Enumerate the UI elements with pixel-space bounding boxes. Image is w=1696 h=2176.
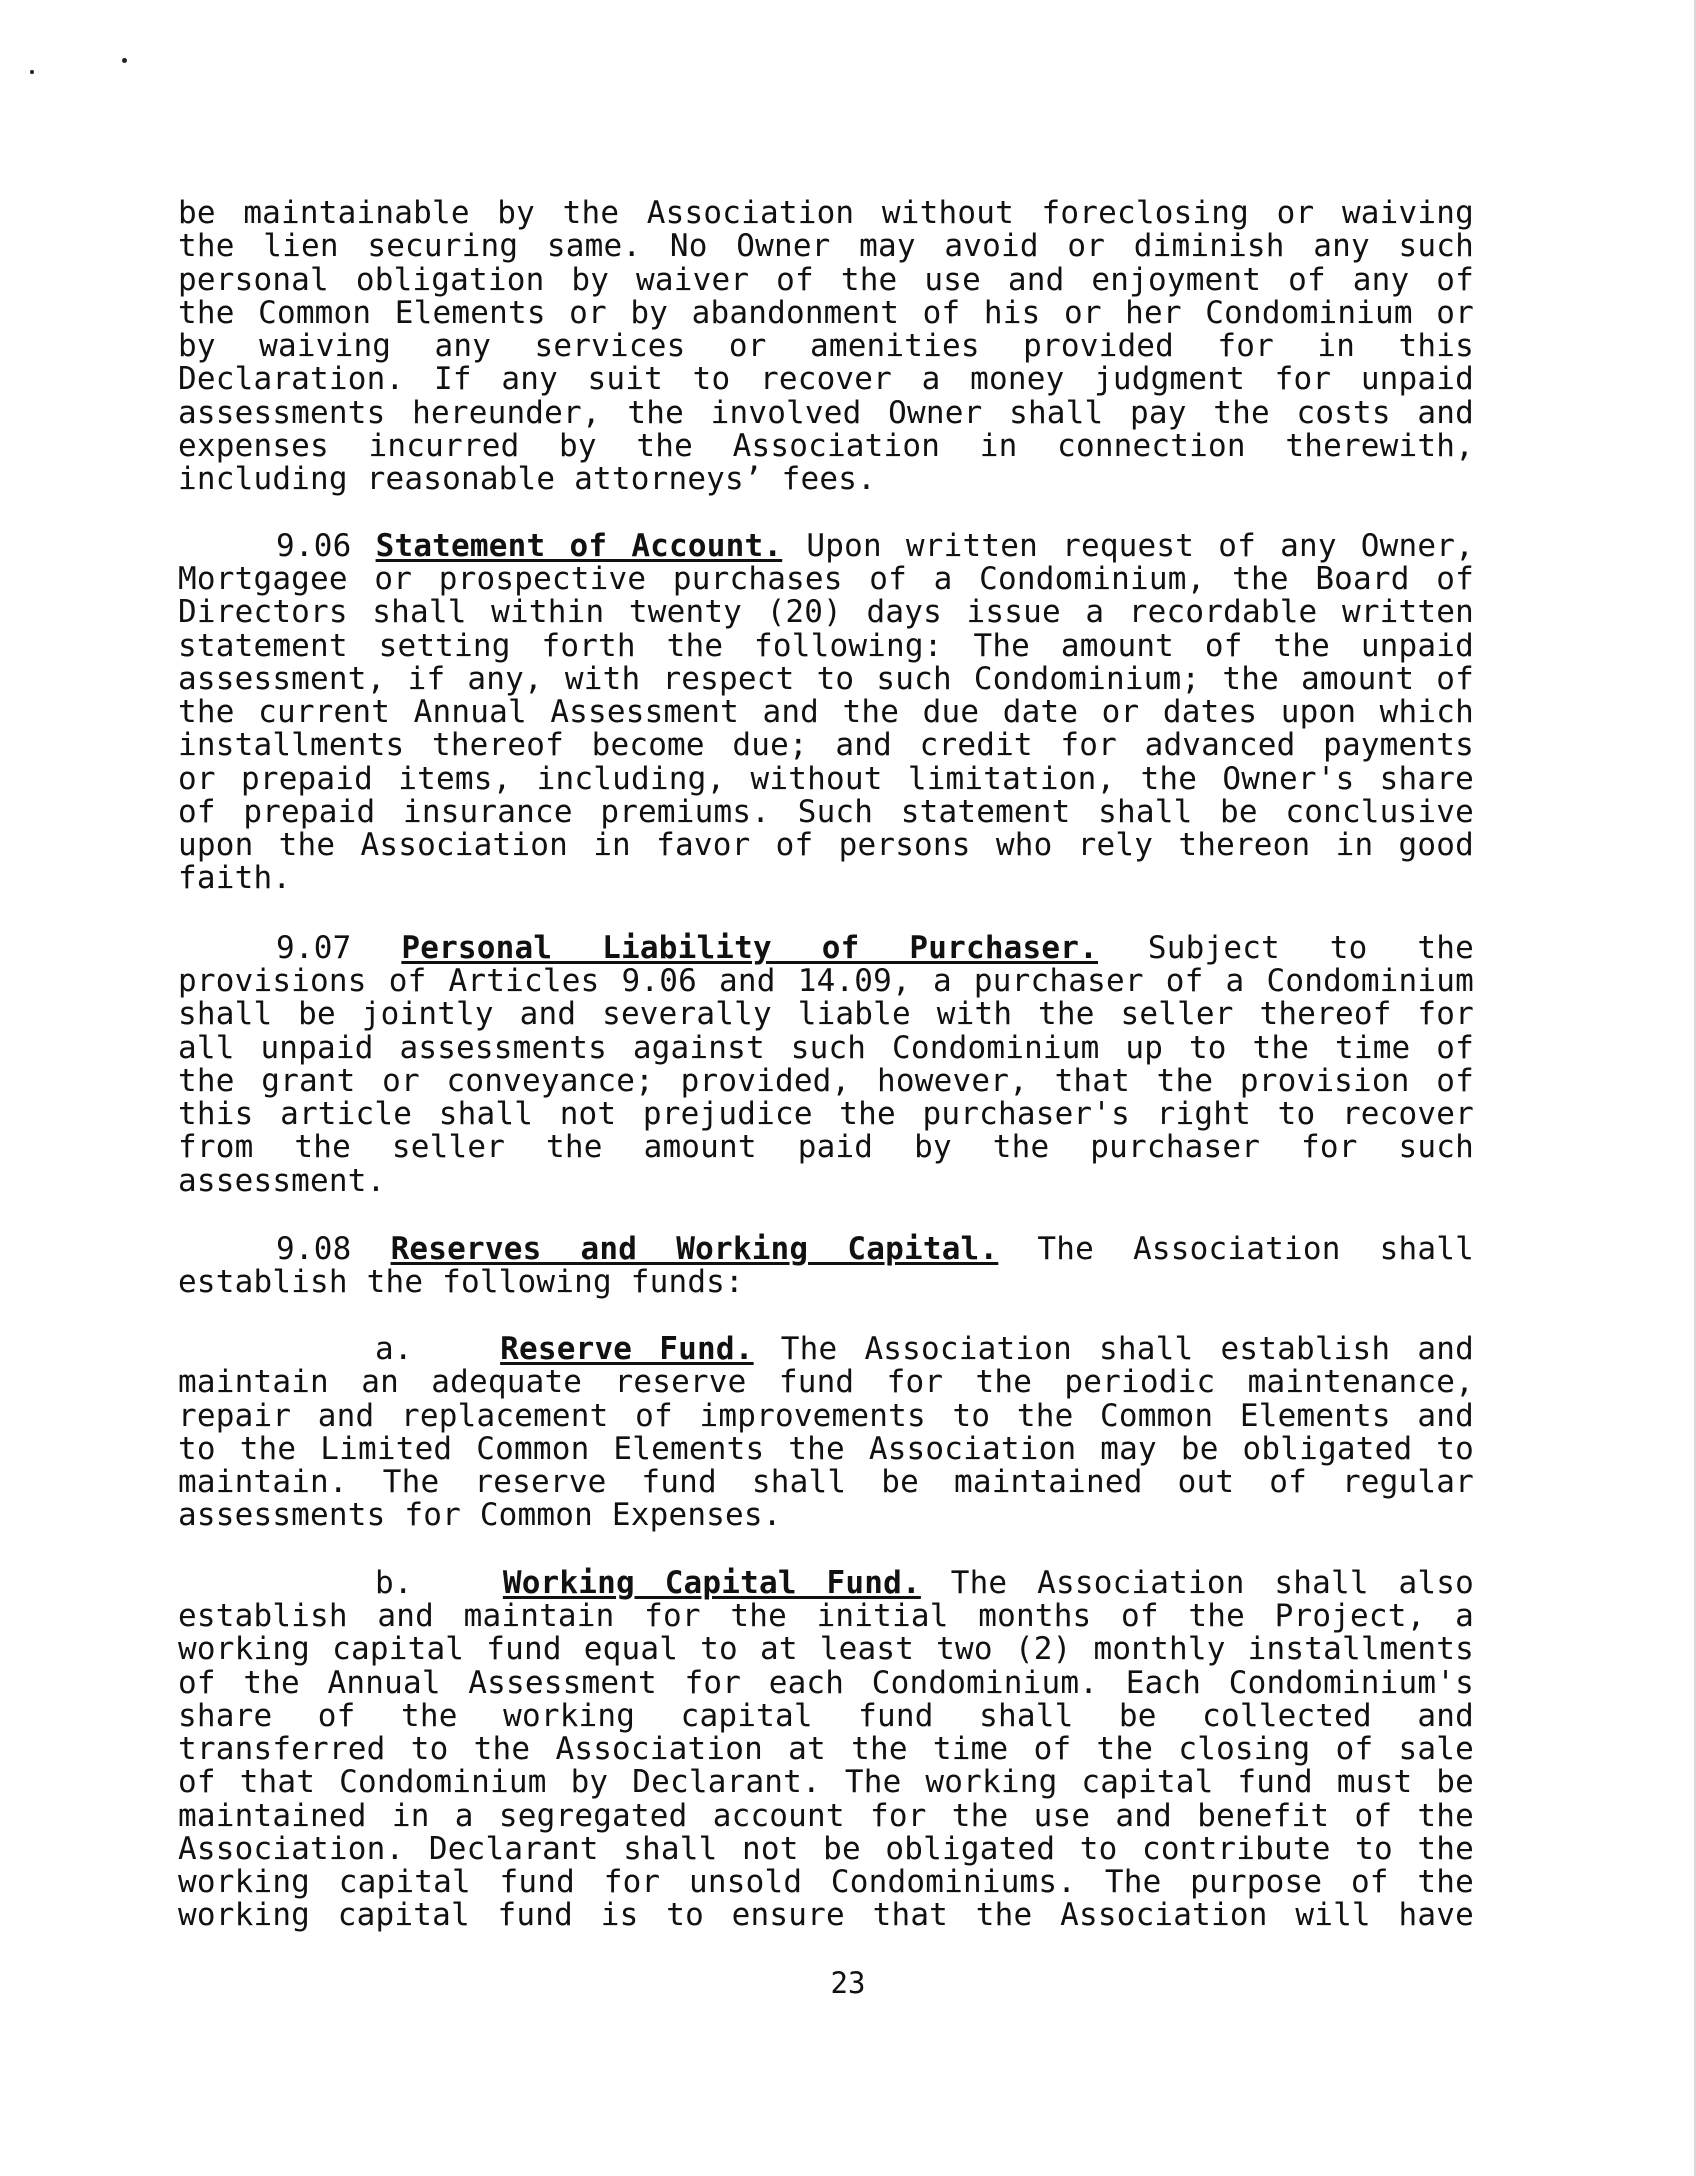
section-text: Upon written request of any Owner, (806, 528, 1474, 564)
paragraph-line: establish the following funds: (178, 1264, 744, 1300)
paragraph-line: of prepaid insurance premiums. Such statement shall be conclusive (178, 794, 1474, 830)
paragraph-line: of that Condominium by Declarant. The working capital fund must be (178, 1764, 1474, 1800)
section-9-07-first-line (276, 932, 1474, 965)
paragraph-line: Association. Declarant shall not be obligated to contribute to the (178, 1831, 1474, 1867)
page-number: 23 (830, 1966, 866, 2000)
section-9-08-first-line (276, 1233, 1474, 1266)
paragraph-line: assessment, if any, with respect to such Condominium; the amount of (178, 661, 1474, 697)
paragraph-line: all unpaid assessments against such Condominium up to the time of (178, 1030, 1474, 1066)
paragraph-line: of the Annual Assessment for each Condominium. Each Condominium's (178, 1665, 1474, 1701)
paragraph-line: from the seller the amount paid by the purchaser for such (178, 1129, 1474, 1165)
paragraph-line: installments thereof become due; and credit for advanced payments (178, 727, 1474, 763)
section-text: Subject to the (1147, 930, 1474, 966)
paragraph-line: upon the Association in favor of persons who rely thereon in good (178, 827, 1474, 863)
paragraph-line: shall be jointly and severally liable with the seller thereof for (178, 996, 1474, 1032)
item-text: The Association shall also (950, 1565, 1475, 1601)
section-number: 9.08 (276, 1231, 352, 1267)
paragraph-line: including reasonable attorneys’ fees. (178, 461, 876, 497)
section-text: The Association shall (1037, 1231, 1474, 1267)
paragraph-line: share of the working capital fund shall be collected and (178, 1698, 1474, 1734)
paragraph-line: Mortgagee or prospective purchases of a Condominium, the Board of (178, 561, 1474, 597)
paragraph-line: working capital fund is to ensure that the Association will have (178, 1897, 1474, 1933)
paragraph-line: or prepaid items, including, without limitation, the Owner's share (178, 761, 1474, 797)
paragraph-line: assessment. (178, 1163, 386, 1199)
item-heading: Reserve Fund. (500, 1331, 754, 1367)
item-a-first-line (375, 1333, 1474, 1366)
item-b-first-line (375, 1567, 1474, 1600)
paragraph-line: this article shall not prejudice the purchaser's right to recover (178, 1096, 1474, 1132)
section-heading: Statement of Account. (375, 528, 783, 564)
paragraph-line: the current Annual Assessment and the due date or dates upon which (178, 694, 1474, 730)
paragraph-line: maintain. The reserve fund shall be maintained out of regular (178, 1464, 1474, 1500)
section-heading: Reserves and Working Capital. (390, 1231, 999, 1267)
section-9-06-first-line (276, 530, 1474, 563)
paragraph-line: assessments hereunder, the involved Owner shall pay the costs and (178, 395, 1474, 431)
paragraph-line: Directors shall within twenty (20) days issue a recordable written (178, 594, 1474, 630)
item-text: The Association shall establish and (780, 1331, 1474, 1367)
paragraph-line: personal obligation by waiver of the use and enjoyment of any of (178, 262, 1474, 298)
paragraph-line: transferred to the Association at the time of the closing of sale (178, 1731, 1474, 1767)
paragraph-line: faith. (178, 860, 292, 896)
paragraph-line: the grant or conveyance; provided, however, that the provision of (178, 1063, 1474, 1099)
item-letter: b. (375, 1565, 413, 1601)
paragraph-line: provisions of Articles 9.06 and 14.09, a purchaser of a Condominium (178, 963, 1474, 999)
paragraph-line: maintained in a segregated account for the use and benefit of the (178, 1798, 1474, 1834)
paragraph-line: be maintainable by the Association without foreclosing or waiving (178, 195, 1474, 231)
paragraph-line: repair and replacement of improvements to the Common Elements and (178, 1398, 1474, 1434)
paragraph-line: expenses incurred by the Association in connection therewith, (178, 428, 1474, 464)
paragraph-line: Declaration. If any suit to recover a money judgment for unpaid (178, 361, 1474, 397)
paragraph-line: the Common Elements or by abandonment of his or her Condominium or (178, 295, 1474, 331)
paragraph-line: working capital fund equal to at least two (2) monthly installments (178, 1631, 1474, 1667)
scan-speck (30, 70, 34, 74)
paragraph-line: the lien securing same. No Owner may avoid or diminish any such (178, 228, 1474, 264)
section-heading: Personal Liability of Purchaser. (401, 930, 1098, 966)
item-heading: Working Capital Fund. (502, 1565, 921, 1601)
paragraph-line: establish and maintain for the initial months of the Project, a (178, 1598, 1474, 1634)
paragraph-line: maintain an adequate reserve fund for the periodic maintenance, (178, 1364, 1474, 1400)
scan-speck (122, 58, 127, 63)
section-number: 9.06 (276, 528, 352, 564)
section-number: 9.07 (276, 930, 352, 966)
paragraph-line: by waiving any services or amenities provided for in this (178, 328, 1474, 364)
paragraph-line: to the Limited Common Elements the Association may be obligated to (178, 1431, 1474, 1467)
paragraph-line: statement setting forth the following: The amount of the unpaid (178, 628, 1474, 664)
item-letter: a. (375, 1331, 413, 1367)
paragraph-line: assessments for Common Expenses. (178, 1497, 782, 1533)
paragraph-line: working capital fund for unsold Condominiums. The purpose of the (178, 1864, 1474, 1900)
